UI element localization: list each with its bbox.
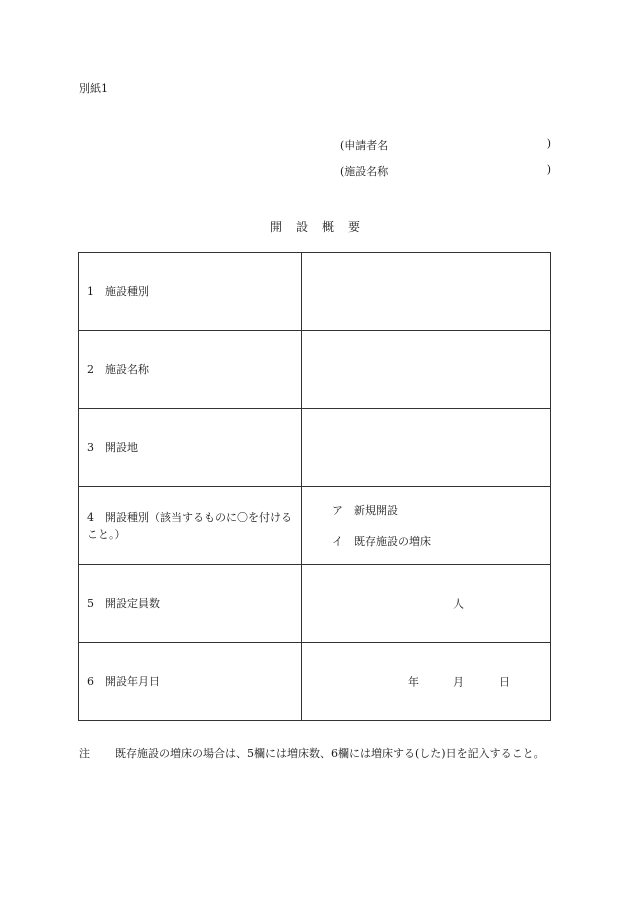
table-row (79, 409, 551, 487)
row-value-facility-type[interactable] (302, 253, 551, 331)
applicant-name-line (340, 137, 551, 153)
row-value-capacity[interactable] (302, 565, 551, 643)
option-new-opening[interactable]: ア 新規開設 (332, 503, 398, 517)
row-label-capacity: 5 開設定員数 (79, 565, 302, 643)
row-value-opening-date[interactable] (302, 643, 551, 721)
footnote-text: 既存施設の増床の場合は、5欄には増床数、6欄には増床する(した)日を記入すること。 (115, 747, 545, 760)
date-year-unit: 年 (408, 675, 419, 688)
table-row (79, 253, 551, 331)
applicant-close-paren: ) (546, 137, 551, 150)
table-row (79, 487, 551, 565)
row-value-location[interactable] (302, 409, 551, 487)
footnote (79, 743, 554, 764)
row-label-opening-type: 4 開設種別（該当するものに〇を付けること。） (79, 487, 302, 565)
date-month-unit: 月 (453, 675, 464, 688)
row-label-facility-type: 1 施設種別 (79, 253, 302, 331)
row-label-opening-date: 6 開設年月日 (79, 643, 302, 721)
option-expansion[interactable]: イ 既存施設の増床 (332, 534, 431, 548)
facility-name-line (340, 163, 551, 179)
footnote-mark: 注 (79, 747, 90, 760)
attachment-label: 別紙1 (79, 82, 108, 95)
date-day-unit: 日 (499, 675, 510, 688)
table-row (79, 565, 551, 643)
table-row (79, 331, 551, 409)
row-label-location: 3 開設地 (79, 409, 302, 487)
row-label-facility-name: 2 施設名称 (79, 331, 302, 409)
capacity-unit: 人 (453, 597, 464, 610)
document-title: 開設概要 (269, 220, 374, 234)
row-value-facility-name[interactable] (302, 331, 551, 409)
applicant-name-label: (申請者名 (340, 139, 389, 152)
facility-close-paren: ) (546, 163, 551, 176)
row-value-opening-type[interactable] (302, 487, 551, 565)
table-row (79, 643, 551, 721)
summary-table (78, 252, 551, 721)
facility-name-label: (施設名称 (340, 165, 389, 178)
